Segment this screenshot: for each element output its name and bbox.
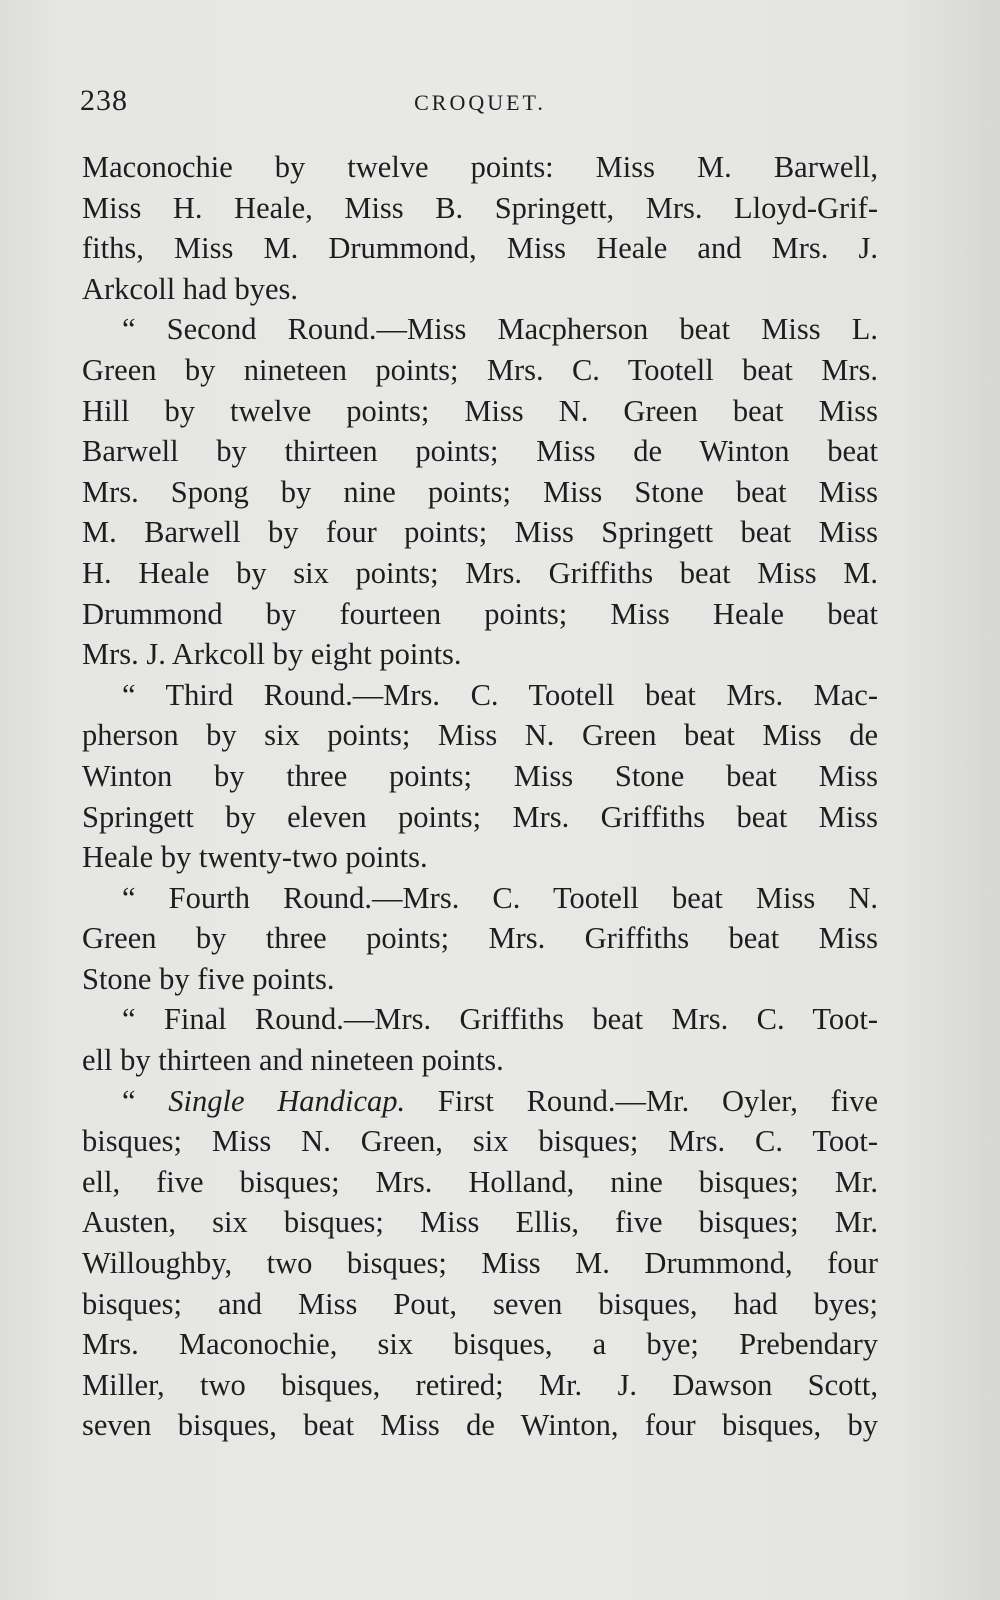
body-text (82, 147, 878, 1446)
text-line: M. Barwell by four points; Miss Springett beat Miss (82, 515, 878, 550)
text-line: Mrs. Spong by nine points; Miss Stone beat Miss (82, 474, 878, 509)
text-line: fiths, Miss M. Drummond, Miss Heale and Mrs. J. (82, 231, 878, 266)
open-quote: “ (122, 1083, 169, 1118)
text-line: pherson by six points; Miss N. Green beat Miss de (82, 718, 878, 753)
line-rest: First Round.—Mr. Oyler, five (405, 1083, 878, 1118)
text-line: ell by thirteen and nineteen points. (82, 1043, 504, 1078)
text-line: bisques; and Miss Pout, seven bisques, had byes; (82, 1286, 878, 1321)
text-line: Green by three points; Mrs. Griffiths beat Miss (82, 921, 878, 956)
text-line: Miss H. Heale, Miss B. Springett, Mrs. Lloyd-Grif- (82, 190, 878, 225)
running-head (80, 84, 880, 124)
text-line: bisques; Miss N. Green, six bisques; Mrs. C. Toot- (82, 1124, 878, 1159)
text-line: Barwell by thirteen points; Miss de Winton beat (82, 434, 878, 469)
text-line: Maconochie by twelve points: Miss M. Barwell, (82, 150, 878, 184)
text-line: Mrs. J. Arkcoll by eight points. (82, 637, 462, 672)
text-line: Arkcoll had byes. (82, 271, 298, 306)
text-line: Winton by three points; Miss Stone beat Miss (82, 758, 878, 793)
text-line: Austen, six bisques; Miss Ellis, five bisques; Mr. (82, 1205, 878, 1240)
text-line: Heale by twenty-two points. (82, 840, 428, 875)
text-line: “ Fourth Round.—Mrs. C. Tootell beat Miss N. (122, 880, 878, 915)
text-line: Mrs. Maconochie, six bisques, a bye; Prebendary (82, 1327, 878, 1362)
text-line: Miller, two bisques, retired; Mr. J. Dawson Scott, (82, 1367, 878, 1402)
page-number: 238 (80, 84, 128, 117)
text-line: Hill by twelve points; Miss N. Green beat Miss (82, 393, 878, 428)
text-line: Willoughby, two bisques; Miss M. Drummond, four (82, 1246, 878, 1281)
text-line: “ Final Round.—Mrs. Griffiths beat Mrs. C. Toot- (122, 1002, 878, 1037)
text-line: Drummond by fourteen points; Miss Heale beat (82, 596, 878, 631)
text-line: ell, five bisques; Mrs. Holland, nine bisques; Mr. (82, 1164, 878, 1199)
text-line: “ Second Round.—Miss Macpherson beat Miss L. (122, 312, 878, 347)
text-line: H. Heale by six points; Mrs. Griffiths beat Miss M. (82, 555, 878, 590)
text-line: Green by nineteen points; Mrs. C. Tootell beat Mrs. (82, 352, 878, 387)
text-line-mixed (82, 1081, 878, 1122)
running-title: CROQUET. (414, 90, 546, 115)
text-line: seven bisques, beat Miss de Winton, four bisques, by (82, 1408, 878, 1443)
italic-heading: Single Handicap. (168, 1083, 406, 1118)
text-line: Stone by five points. (82, 961, 335, 996)
text-line: “ Third Round.—Mrs. C. Tootell beat Mrs. Mac- (122, 677, 878, 712)
text-line: Springett by eleven points; Mrs. Griffiths beat Miss (82, 799, 878, 834)
